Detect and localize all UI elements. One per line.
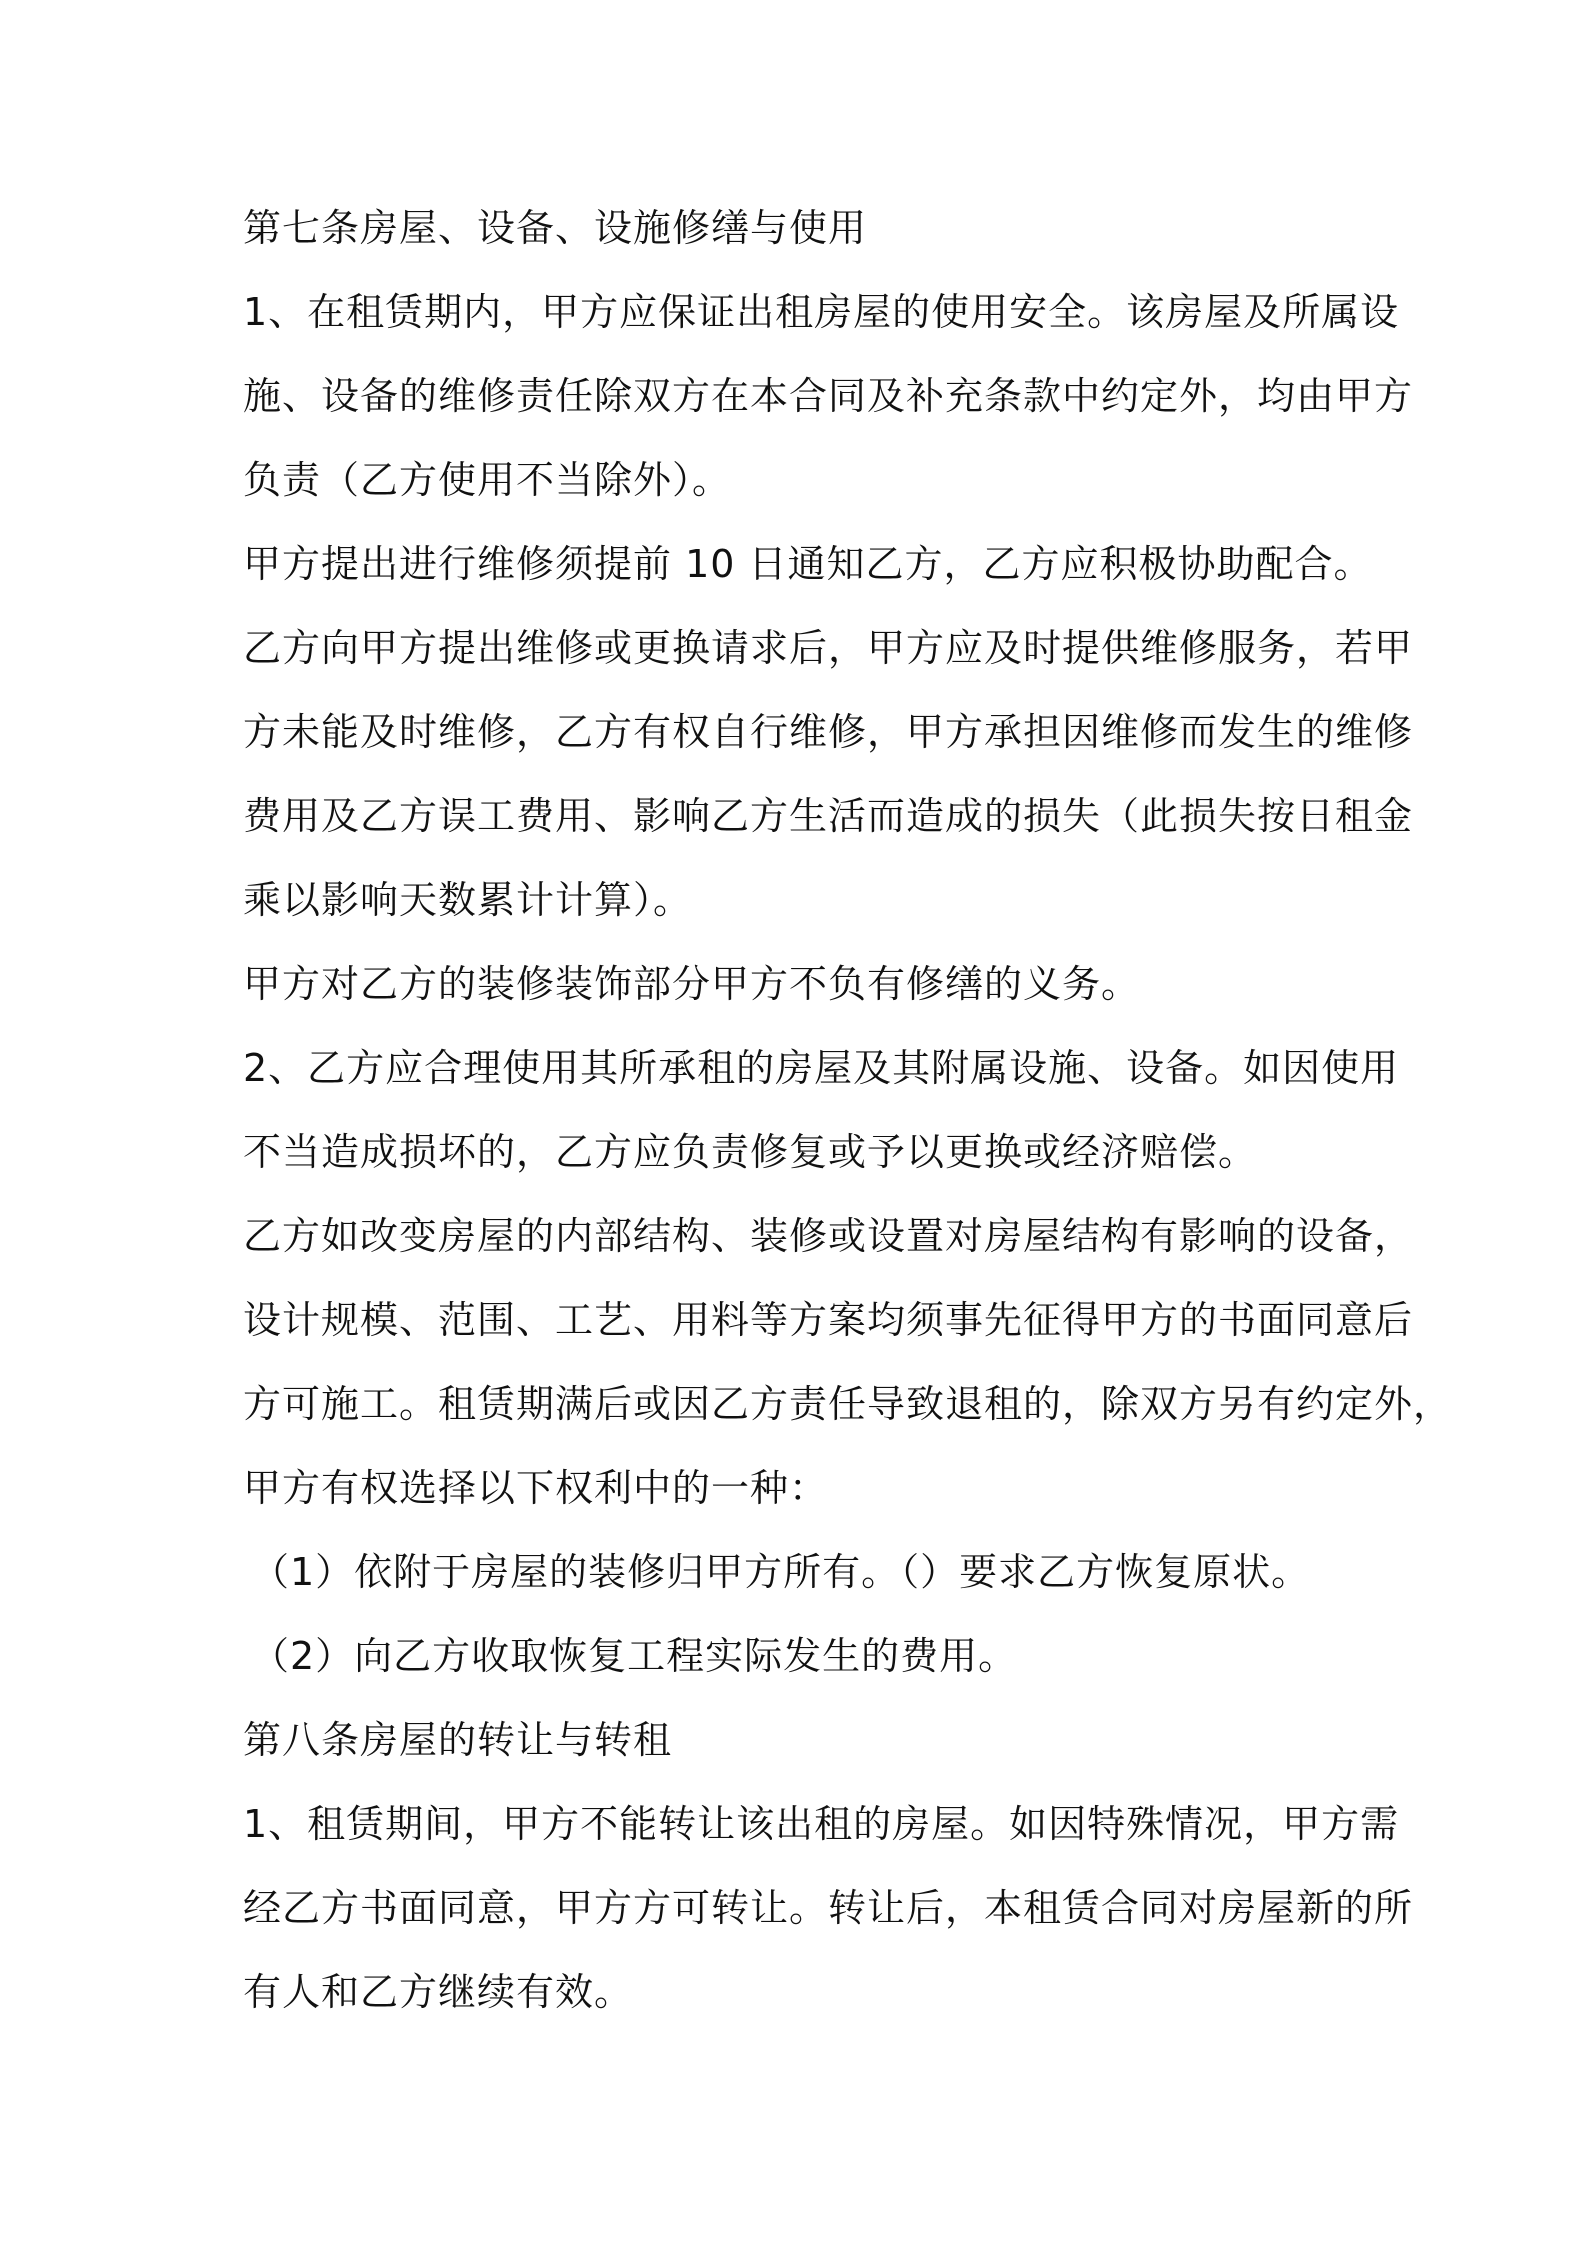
paragraph-line: 2、乙方应合理使用其所承租的房屋及其附属设施、设备。如因使用 bbox=[243, 1046, 1400, 1090]
paragraph-line: 甲方有权选择以下权利中的一种： bbox=[243, 1466, 829, 1510]
section-heading-article-8: 第八条房屋的转让与转租 bbox=[243, 1718, 673, 1762]
paragraph-line: 乘以影响天数累计计算）。 bbox=[243, 878, 693, 922]
paragraph-line: 不当造成损坏的，乙方应负责修复或予以更换或经济赔偿。 bbox=[243, 1130, 1258, 1174]
paragraph-line: 负责（乙方使用不当除外）。 bbox=[243, 458, 732, 502]
paragraph-line: 方未能及时维修，乙方有权自行维修，甲方承担因维修而发生的维修 bbox=[243, 710, 1414, 754]
paragraph-line: 甲方提出进行维修须提前 10 日通知乙方，乙方应积极协助配合。 bbox=[243, 542, 1373, 586]
paragraph-line: 施、设备的维修责任除双方在本合同及补充条款中约定外，均由甲方 bbox=[243, 374, 1414, 418]
paragraph-line: 设计规模、范围、工艺、用料等方案均须事先征得甲方的书面同意后 bbox=[243, 1298, 1414, 1342]
paragraph-line: 乙方向甲方提出维修或更换请求后，甲方应及时提供维修服务，若甲 bbox=[243, 626, 1414, 670]
paragraph-line: 有人和乙方继续有效。 bbox=[243, 1970, 634, 2014]
paragraph-line: 方可施工。租赁期满后或因乙方责任导致退租的，除双方另有约定外， bbox=[243, 1382, 1453, 1426]
option-item-1: （1）依附于房屋的装修归甲方所有。（）要求乙方恢复原状。 bbox=[251, 1550, 1311, 1594]
section-heading-article-7: 第七条房屋、设备、设施修缮与使用 bbox=[243, 206, 868, 250]
paragraph-line: 费用及乙方误工费用、影响乙方生活而造成的损失（此损失按日租金 bbox=[243, 794, 1414, 838]
paragraph-line: 经乙方书面同意，甲方方可转让。转让后，本租赁合同对房屋新的所 bbox=[243, 1886, 1414, 1930]
paragraph-line: 乙方如改变房屋的内部结构、装修或设置对房屋结构有影响的设备， bbox=[243, 1214, 1414, 1258]
document-body bbox=[243, 200, 1453, 2048]
option-item-2: （2）向乙方收取恢复工程实际发生的费用。 bbox=[251, 1634, 1018, 1678]
paragraph-line: 甲方对乙方的装修装饰部分甲方不负有修缮的义务。 bbox=[243, 962, 1141, 1006]
paragraph-line: 1、在租赁期内，甲方应保证出租房屋的使用安全。该房屋及所属设 bbox=[243, 290, 1400, 334]
paragraph-line: 1、租赁期间，甲方不能转让该出租的房屋。如因特殊情况，甲方需 bbox=[243, 1802, 1400, 1846]
